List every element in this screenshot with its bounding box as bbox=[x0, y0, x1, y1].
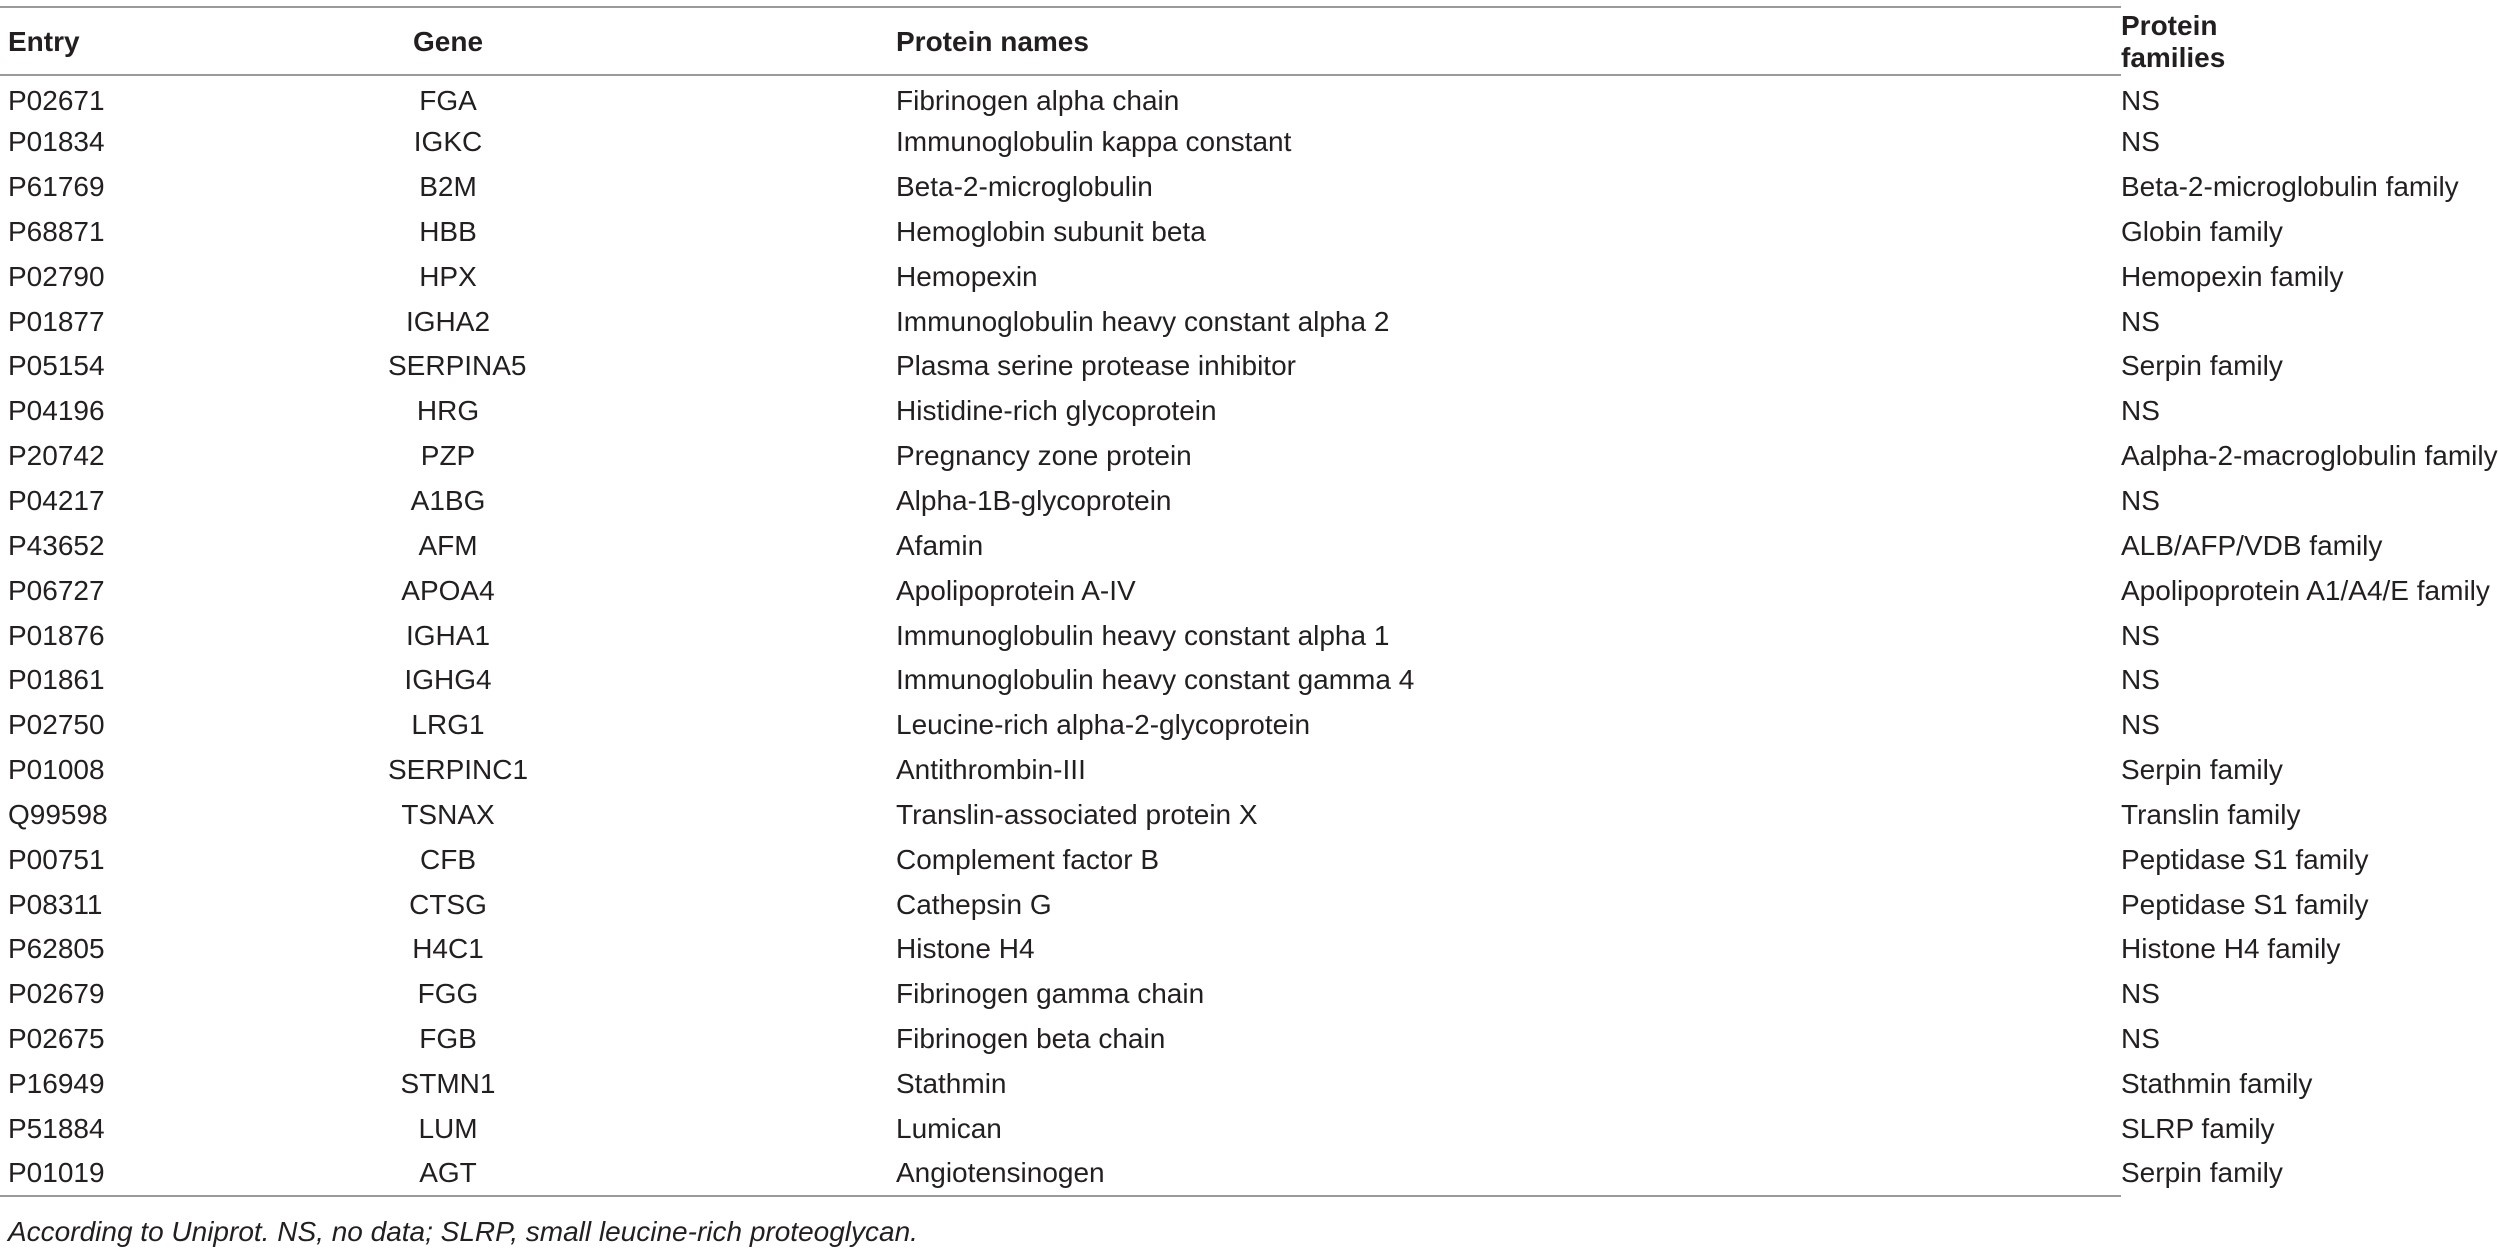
cell-entry: P04217 bbox=[8, 485, 105, 517]
table-row: P61769 B2M Beta-2-microglobulin Beta-2-microglobulin family bbox=[0, 165, 2121, 210]
cell-gene: PZP bbox=[420, 440, 476, 472]
cell-entry: P16949 bbox=[8, 1067, 105, 1099]
table-row: P62805 H4C1 Histone H4 Histone H4 family bbox=[0, 927, 2121, 972]
cell-gene: SERPINC1 bbox=[388, 754, 529, 786]
cell-entry: P08311 bbox=[8, 888, 103, 920]
cell-entry: Q99598 bbox=[8, 798, 108, 830]
cell-entry: P51884 bbox=[8, 1112, 105, 1144]
cell-gene: IGHA1 bbox=[405, 619, 491, 651]
cell-gene: H4C1 bbox=[412, 933, 484, 965]
cell-gene: LUM bbox=[418, 1112, 478, 1144]
cell-protein-name: Immunoglobulin kappa constant bbox=[896, 126, 1292, 158]
header-gene: Gene bbox=[388, 7, 508, 75]
cell-protein-name: Histone H4 bbox=[896, 933, 1035, 965]
table-row: P01008 SERPINC1 Antithrombin-III Serpin family bbox=[0, 748, 2121, 793]
cell-entry: P06727 bbox=[8, 574, 105, 606]
cell-gene: IGKC bbox=[413, 126, 483, 158]
table-row: P68871 HBB Hemoglobin subunit beta Globin family bbox=[0, 210, 2121, 255]
table-row: P01877 IGHA2 Immunoglobulin heavy constant alpha 2 NS bbox=[0, 299, 2121, 344]
cell-entry: P01876 bbox=[8, 619, 105, 651]
cell-gene: HPX bbox=[419, 260, 477, 292]
table-row: P01876 IGHA1 Immunoglobulin heavy constant alpha 1 NS bbox=[0, 613, 2121, 658]
cell-protein-name: Hemopexin bbox=[896, 260, 1038, 292]
cell-entry: P02750 bbox=[8, 709, 105, 741]
cell-protein-name: Afamin bbox=[896, 529, 984, 561]
cell-entry: P05154 bbox=[8, 350, 105, 382]
table-row: P20742 PZP Pregnancy zone protein Aalpha-2-macroglobulin family bbox=[0, 434, 2121, 479]
table-row: P01861 IGHG4 Immunoglobulin heavy constant gamma 4 NS bbox=[0, 658, 2121, 703]
cell-gene: APOA4 bbox=[401, 574, 495, 606]
table-row: P02679 FGG Fibrinogen gamma chain NS bbox=[0, 972, 2121, 1017]
cell-entry: P62805 bbox=[8, 933, 105, 965]
cell-gene: HRG bbox=[416, 395, 480, 427]
table-row: P02675 FGB Fibrinogen beta chain NS bbox=[0, 1017, 2121, 1062]
cell-gene: FGA bbox=[419, 84, 477, 116]
cell-gene: FGB bbox=[419, 1023, 477, 1055]
header-entry: Entry bbox=[0, 7, 388, 75]
cell-protein-name: Leucine-rich alpha-2-glycoprotein bbox=[896, 709, 1311, 741]
cell-gene: FGG bbox=[417, 978, 479, 1010]
table-row: P02671 FGA Fibrinogen alpha chain NS bbox=[0, 75, 2121, 120]
cell-protein-name: Fibrinogen alpha chain bbox=[896, 84, 1180, 116]
cell-protein-name: Immunoglobulin heavy constant alpha 2 bbox=[896, 305, 1390, 337]
cell-entry: P04196 bbox=[8, 395, 105, 427]
cell-protein-name: Immunoglobulin heavy constant alpha 1 bbox=[896, 619, 1390, 651]
cell-protein-name: Pregnancy zone protein bbox=[896, 440, 1192, 472]
table-row: P01834 IGKC Immunoglobulin kappa constant NS bbox=[0, 120, 2121, 165]
cell-entry: P02675 bbox=[8, 1023, 105, 1055]
table-row: Q99598 TSNAX Translin-associated protein X Translin family bbox=[0, 793, 2121, 838]
header-protein-names: Protein names bbox=[508, 7, 2121, 75]
cell-gene: STMN1 bbox=[400, 1067, 496, 1099]
cell-protein-name: Beta-2-microglobulin bbox=[896, 171, 1153, 203]
header-row: Entry Gene Protein names Protein families bbox=[0, 7, 2121, 75]
cell-entry: P20742 bbox=[8, 440, 105, 472]
table-row: P02790 HPX Hemopexin Hemopexin family bbox=[0, 254, 2121, 299]
cell-gene: HBB bbox=[419, 215, 477, 247]
table-row: P02750 LRG1 Leucine-rich alpha-2-glycoprotein NS bbox=[0, 703, 2121, 748]
table-body bbox=[0, 75, 2498, 1196]
cell-gene: CFB bbox=[420, 843, 476, 875]
cell-protein-name: Alpha-1B-glycoprotein bbox=[896, 485, 1172, 517]
cell-gene: AFM bbox=[418, 529, 478, 561]
cell-gene: IGHG4 bbox=[404, 664, 492, 696]
cell-entry: P43652 bbox=[8, 529, 105, 561]
cell-entry: P01877 bbox=[8, 305, 105, 337]
cell-entry: P61769 bbox=[8, 171, 105, 203]
cell-gene: SERPINA5 bbox=[388, 350, 527, 382]
table-row: P01019 AGT Angiotensinogen Serpin family bbox=[0, 1151, 2121, 1196]
table-row: P06727 APOA4 Apolipoprotein A-IV Apolipoprotein A1/A4/E family bbox=[0, 568, 2121, 613]
table-row: P16949 STMN1 Stathmin Stathmin family bbox=[0, 1062, 2121, 1107]
table-header bbox=[0, 7, 2226, 75]
cell-entry: P68871 bbox=[8, 215, 105, 247]
cell-entry: P01861 bbox=[8, 664, 105, 696]
table-row: P51884 LUM Lumican SLRP family bbox=[0, 1106, 2121, 1151]
cell-gene: A1BG bbox=[410, 485, 486, 517]
cell-protein-name: Immunoglobulin heavy constant gamma 4 bbox=[896, 664, 1415, 696]
cell-protein-name: Apolipoprotein A-IV bbox=[896, 574, 1136, 606]
cell-gene: CTSG bbox=[409, 888, 487, 920]
cell-entry: P01834 bbox=[8, 126, 105, 158]
cell-protein-name: Stathmin bbox=[896, 1067, 1007, 1099]
cell-entry: P02671 bbox=[8, 84, 105, 116]
cell-gene: LRG1 bbox=[411, 709, 485, 741]
cell-protein-name: Plasma serine protease inhibitor bbox=[896, 350, 1296, 382]
cell-protein-name: Complement factor B bbox=[896, 843, 1159, 875]
cell-protein-name: Angiotensinogen bbox=[508, 1151, 2121, 1196]
cell-protein-name: Hemoglobin subunit beta bbox=[896, 215, 1206, 247]
cell-entry: P00751 bbox=[8, 843, 105, 875]
cell-protein-name: Lumican bbox=[896, 1112, 1002, 1144]
table-footnote: According to Uniprot. NS, no data; SLRP, small leucine-rich proteoglycan. bbox=[8, 1216, 918, 1247]
table-row: P04196 HRG Histidine-rich glycoprotein NS bbox=[0, 389, 2121, 434]
table-row: P04217 A1BG Alpha-1B-glycoprotein NS bbox=[0, 479, 2121, 524]
table-row: P43652 AFM Afamin ALB/AFP/VDB family bbox=[0, 523, 2121, 568]
table-row: P08311 CTSG Cathepsin G Peptidase S1 family bbox=[0, 882, 2121, 927]
cell-entry: P02790 bbox=[8, 260, 105, 292]
cell-protein-name: Cathepsin G bbox=[896, 888, 1052, 920]
table-row: P00751 CFB Complement factor B Peptidase S1 family bbox=[0, 837, 2121, 882]
cell-gene: AGT bbox=[388, 1151, 508, 1196]
cell-protein-name: Fibrinogen gamma chain bbox=[896, 978, 1205, 1010]
cell-protein-name: Histidine-rich glycoprotein bbox=[896, 395, 1217, 427]
cell-entry: P01019 bbox=[0, 1151, 388, 1196]
cell-protein-name: Translin-associated protein X bbox=[896, 798, 1258, 830]
protein-table bbox=[0, 6, 2498, 1197]
cell-gene: TSNAX bbox=[401, 798, 495, 830]
cell-gene: B2M bbox=[419, 171, 477, 203]
cell-protein-name: Fibrinogen beta chain bbox=[896, 1023, 1166, 1055]
cell-protein-name: Antithrombin-III bbox=[896, 754, 1086, 786]
cell-entry: P01008 bbox=[8, 754, 105, 786]
cell-gene: IGHA2 bbox=[405, 305, 491, 337]
cell-entry: P02679 bbox=[8, 978, 105, 1010]
table-row: P05154 SERPINA5 Plasma serine protease inhibitor Serpin family bbox=[0, 344, 2121, 389]
